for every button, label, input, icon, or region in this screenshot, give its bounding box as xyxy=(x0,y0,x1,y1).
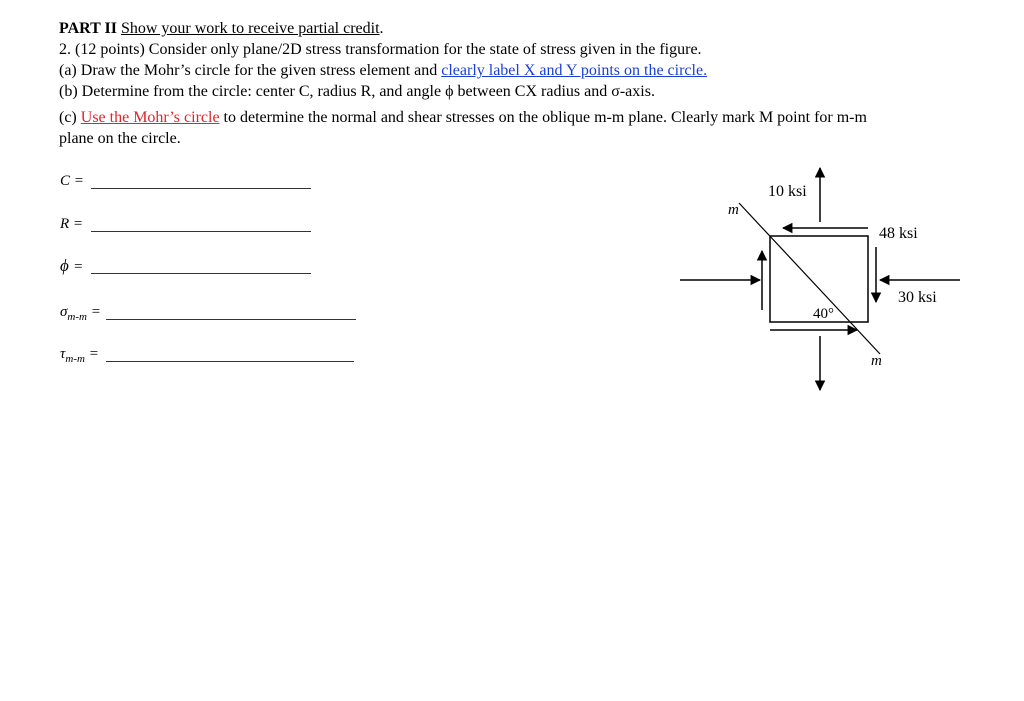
part-title: PART II xyxy=(59,20,117,37)
label-10-ksi: 10 ksi xyxy=(768,183,807,200)
answer-label-sigma: $\sigma_{m-m}$ = xyxy=(60,304,101,323)
part-c-text: to determine the normal and shear stresses on the oblique m-m plane. Clearly mark M point for m-m xyxy=(219,109,867,126)
answer-label-phi: ϕ = xyxy=(60,256,84,275)
question-part-b: (b) Determine from the circle: center C, radius R, and angle ϕ between CX radius and σ-axis. xyxy=(59,83,655,100)
answer-symbol: ϕ xyxy=(60,256,69,275)
label-30-ksi: 30 ksi xyxy=(898,289,937,306)
label-plane-m-top: m xyxy=(728,202,739,218)
answer-label-tau: $\tau_{m-m}$ = xyxy=(60,346,99,365)
question-intro: 2. (12 points) Consider only plane/2D stress transformation for the state of stress given in the figure. xyxy=(59,41,702,58)
part-a-text: (a) Draw the Mohr’s circle for the given stress element and xyxy=(59,62,442,79)
part-c-link[interactable]: Use the Mohr’s circle xyxy=(80,109,220,126)
part-c-prefix: (c) xyxy=(59,109,81,126)
answer-symbol: τ xyxy=(60,346,66,362)
instruction-text: Show your work to receive partial credit xyxy=(120,20,380,37)
label-48-ksi: 48 ksi xyxy=(879,225,918,242)
answer-symbol: C xyxy=(60,173,71,189)
oblique-plane-line xyxy=(739,203,880,354)
question-part-c-line2: plane on the circle. xyxy=(59,130,181,147)
answer-symbol: R xyxy=(60,216,70,232)
answer-symbol: σ xyxy=(60,304,68,320)
answer-label-r: R = xyxy=(60,216,84,232)
part-a-link[interactable]: clearly label X and Y points on the circle. xyxy=(441,62,708,79)
label-plane-m-bottom: m xyxy=(871,353,882,369)
label-40-degrees: 40° xyxy=(813,306,834,322)
instruction-period: . xyxy=(379,20,384,37)
answer-label-c: C = xyxy=(60,173,84,189)
